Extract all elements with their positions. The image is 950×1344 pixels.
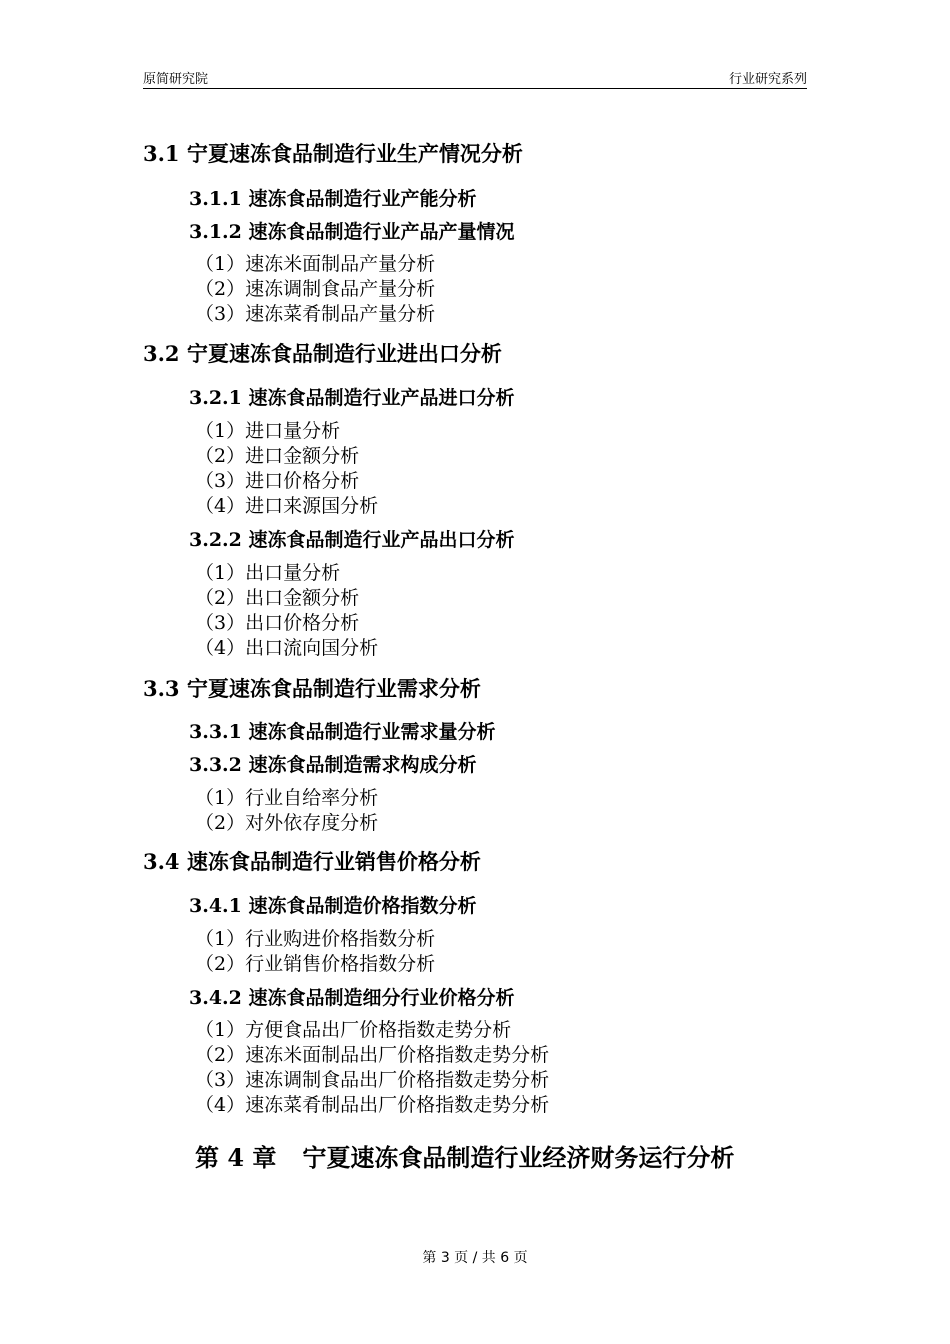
toc-item: （4）进口来源国分析 [195, 495, 379, 517]
chapter-number: 第 4 章 [195, 1143, 277, 1172]
chapter-title: 宁夏速冻食品制造行业经济财务运行分析 [302, 1143, 735, 1172]
toc-subsection-3-1-2: 3.1.2 速冻食品制造行业产品产量情况 [189, 221, 515, 243]
toc-item: （1）行业自给率分析 [195, 787, 379, 809]
toc-section-3-4: 3.4 速冻食品制造行业销售价格分析 [143, 849, 481, 874]
toc-item: （3）出口价格分析 [195, 612, 360, 634]
toc-subsection-3-2-2: 3.2.2 速冻食品制造行业产品出口分析 [189, 529, 515, 551]
toc-subsection-3-4-2: 3.4.2 速冻食品制造细分行业价格分析 [189, 987, 515, 1009]
toc-section-3-2: 3.2 宁夏速冻食品制造行业进出口分析 [143, 341, 502, 366]
toc-item: （4）出口流向国分析 [195, 637, 379, 659]
toc-section-3-3: 3.3 宁夏速冻食品制造行业需求分析 [143, 676, 481, 701]
toc-item: （3）速冻调制食品出厂价格指数走势分析 [195, 1069, 550, 1091]
toc-item: （1）方便食品出厂价格指数走势分析 [195, 1019, 512, 1041]
toc-item: （1）行业购进价格指数分析 [195, 928, 436, 950]
toc-subsection-3-3-1: 3.3.1 速冻食品制造行业需求量分析 [189, 721, 496, 743]
toc-item: （2）行业销售价格指数分析 [195, 953, 436, 975]
header-org-name: 原简研究院 [143, 72, 209, 87]
toc-item: （1）进口量分析 [195, 420, 341, 442]
toc-item: （2）进口金额分析 [195, 445, 360, 467]
toc-subsection-3-4-1: 3.4.1 速冻食品制造价格指数分析 [189, 895, 477, 917]
toc-item: （3）进口价格分析 [195, 470, 360, 492]
header-series-name: 行业研究系列 [728, 72, 807, 87]
toc-item: （1）出口量分析 [195, 562, 341, 584]
toc-subsection-3-1-1: 3.1.1 速冻食品制造行业产能分析 [189, 188, 477, 210]
page-footer [0, 1247, 950, 1267]
toc-item: （2）速冻调制食品产量分析 [195, 278, 436, 300]
toc-subsection-3-2-1: 3.2.1 速冻食品制造行业产品进口分析 [189, 387, 515, 409]
toc-item: （2）出口金额分析 [195, 587, 360, 609]
toc-item: （3）速冻菜肴制品产量分析 [195, 303, 436, 325]
toc-subsection-3-3-2: 3.3.2 速冻食品制造需求构成分析 [189, 754, 477, 776]
toc-item: （4）速冻菜肴制品出厂价格指数走势分析 [195, 1094, 550, 1116]
toc-item: （2）速冻米面制品出厂价格指数走势分析 [195, 1044, 550, 1066]
toc-item: （2）对外依存度分析 [195, 812, 379, 834]
toc-item: （1）速冻米面制品产量分析 [195, 253, 436, 275]
toc-chapter-4 [195, 1138, 734, 1173]
toc-section-3-1: 3.1 宁夏速冻食品制造行业生产情况分析 [143, 141, 523, 166]
page-number: 第 3 页 / 共 6 页 [422, 1250, 528, 1266]
